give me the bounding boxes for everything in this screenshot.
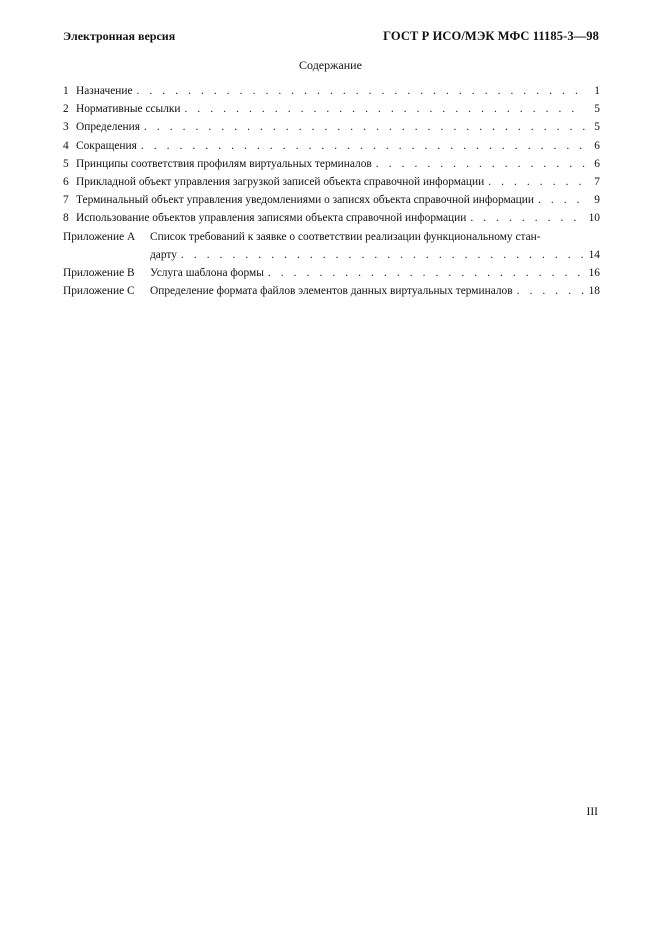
dot-leader <box>268 264 585 282</box>
header-standard-code: ГОСТ Р ИСО/МЭК МФС 11185-3—98 <box>383 29 599 43</box>
dot-leader <box>517 282 585 300</box>
toc-entry-number: 7 <box>63 194 69 207</box>
table-of-contents <box>63 82 600 300</box>
toc-entry-7[interactable] <box>63 191 600 209</box>
dot-leader <box>538 191 585 209</box>
toc-entry-page: 6 <box>594 139 600 152</box>
toc-entry-title: Нормативные ссылки <box>76 103 181 116</box>
toc-title: Содержание <box>299 58 362 72</box>
dot-leader <box>488 173 585 191</box>
toc-entry-5[interactable] <box>63 155 600 173</box>
toc-appendix-a[interactable] <box>63 228 600 264</box>
appendix-page: 16 <box>588 267 600 280</box>
toc-entry-page: 1 <box>594 85 600 97</box>
toc-entry-number: 8 <box>63 212 69 225</box>
toc-entry-title: Сокращения <box>76 139 137 152</box>
toc-entry-page: 6 <box>594 157 600 170</box>
dot-leader <box>181 246 585 264</box>
toc-entry-title: Определения <box>76 121 140 134</box>
toc-entry-number: 2 <box>63 103 69 116</box>
toc-entry-2[interactable] <box>63 100 600 118</box>
toc-entry-number: 4 <box>63 139 69 152</box>
toc-entry-page: 7 <box>594 176 600 189</box>
dot-leader <box>470 209 585 227</box>
appendix-title: Услуга шаблона формы <box>150 267 264 280</box>
appendix-page: 14 <box>588 248 600 261</box>
page-number: III <box>586 806 598 818</box>
toc-entry-number: 1 <box>63 85 69 97</box>
appendix-title-line-1: Список требований к заявке о соответствии реализации функциональному стан- <box>150 230 541 243</box>
appendix-label: Приложение А <box>63 230 136 243</box>
toc-entry-number: 6 <box>63 176 69 189</box>
toc-appendix-b[interactable] <box>63 264 600 282</box>
toc-entry-page: 9 <box>594 194 600 207</box>
appendix-title: Определение формата файлов элементов данных виртуальных терминалов <box>150 285 513 298</box>
header-edition-label: Электронная версия <box>63 29 176 43</box>
toc-entry-title: Использование объектов управления записями объекта справочной информации <box>76 212 467 225</box>
appendix-label: Приложение С <box>63 285 135 298</box>
toc-appendix-c[interactable] <box>63 282 600 300</box>
toc-entry-number: 3 <box>63 121 69 134</box>
toc-entry-page: 5 <box>594 103 600 116</box>
appendix-page: 18 <box>588 285 600 298</box>
toc-entry-title: Терминальный объект управления уведомлениями о записях объекта справочной информации <box>76 194 534 207</box>
appendix-label: Приложение В <box>63 267 135 280</box>
appendix-title-line-2: дарту <box>150 248 177 261</box>
toc-entry-page: 5 <box>594 121 600 134</box>
dot-leader <box>137 82 585 100</box>
toc-entry-3[interactable] <box>63 118 600 136</box>
toc-entry-title: Принципы соответствия профилям виртуальных терминалов <box>76 157 372 170</box>
toc-entry-title: Прикладной объект управления загрузкой записей объекта справочной информации <box>76 176 485 189</box>
toc-entry-number: 5 <box>63 157 69 170</box>
dot-leader <box>185 100 585 118</box>
toc-entry-title: Назначение <box>76 85 133 97</box>
toc-entry-4[interactable] <box>63 137 600 155</box>
toc-entry-page: 10 <box>588 212 600 225</box>
toc-entry-1[interactable] <box>63 82 600 100</box>
dot-leader <box>376 155 585 173</box>
toc-entry-6[interactable] <box>63 173 600 191</box>
toc-entry-8[interactable] <box>63 209 600 227</box>
dot-leader <box>141 137 585 155</box>
dot-leader <box>144 118 585 136</box>
